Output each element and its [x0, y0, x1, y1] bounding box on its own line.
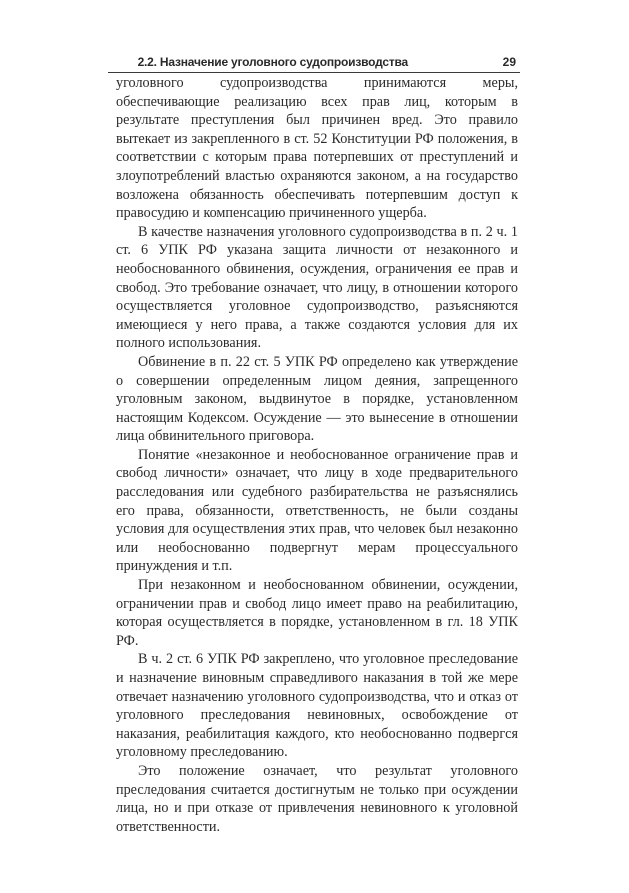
page-header — [108, 50, 520, 73]
paragraph: Понятие «незаконное и необоснованное ограничение прав и свобод личности» означает, что лицу в ходе предварительного расследования или судебного разбирательства не разъяснялись его права, обязанности, ответственность, не были созданы условия для осуществления этих прав, что человек был незаконно или необоснованно подвергнут мерам процессуального принуждения и т.п. — [116, 446, 518, 575]
paragraph: В качестве назначения уголовного судопроизводства в п. 2 ч. 1 ст. 6 УПК РФ указана защита личности от незаконного и необоснованного обвинения, осуждения, ограничения ее прав и свобод. Это требование означает, что лицу, в отношении которого осуществляется уголовное судопроизводство, разъясняются имеющиеся у него права, а также создаются условия для их полного использования. — [116, 223, 518, 352]
paragraph: При незаконном и необоснованном обвинении, осуждении, ограничении прав и свобод лицо имеет право на реабилитацию, которая осуществляется в порядке, установленном в гл. 18 УПК РФ. — [116, 577, 518, 649]
paragraph: Это положение означает, что результат уголовного преследования считается достигнутым не только при осуждении лица, но и при отказе от привлечения невиновного к уголовной ответственности. — [116, 762, 518, 835]
paragraph: уголовного судопроизводства принимаются меры, обеспечивающие реализацию всех прав лиц, которым в результате преступления был причинен вред. Это правило вытекает из закрепленного в ст. 52 Конституции РФ положения, в соответствии с которым права потерпевших от преступлений и злоупотреблений властью охраняются законом, а на государство возложена обязанность обеспечивать потерпевшим доступ к правосудию и компенсацию причиненного ущерба. — [116, 75, 518, 222]
running-title: 2.2. Назначение уголовного судопроизводства — [137, 55, 408, 69]
paragraph: Обвинение в п. 22 ст. 5 УПК РФ определено как утверждение о совершении определенным лицом деяния, запрещенного уголовным законом, выдвинутое в порядке, установленном настоящим Кодексом. Осуждение — это вынесение в отношении лица обвинительного приговора. — [116, 353, 518, 445]
body-text — [116, 74, 518, 836]
paragraph: В ч. 2 ст. 6 УПК РФ закреплено, что уголовное преследование и назначение виновным справедливого наказания в той же мере отвечает назначению уголовного судопроизводства, что и отказ от уголовного преследования невиновных, освобождение от наказания, реабилитация каждого, кто необоснованно подвергся уголовному преследованию. — [116, 651, 518, 761]
page-number: 29 — [502, 55, 516, 69]
